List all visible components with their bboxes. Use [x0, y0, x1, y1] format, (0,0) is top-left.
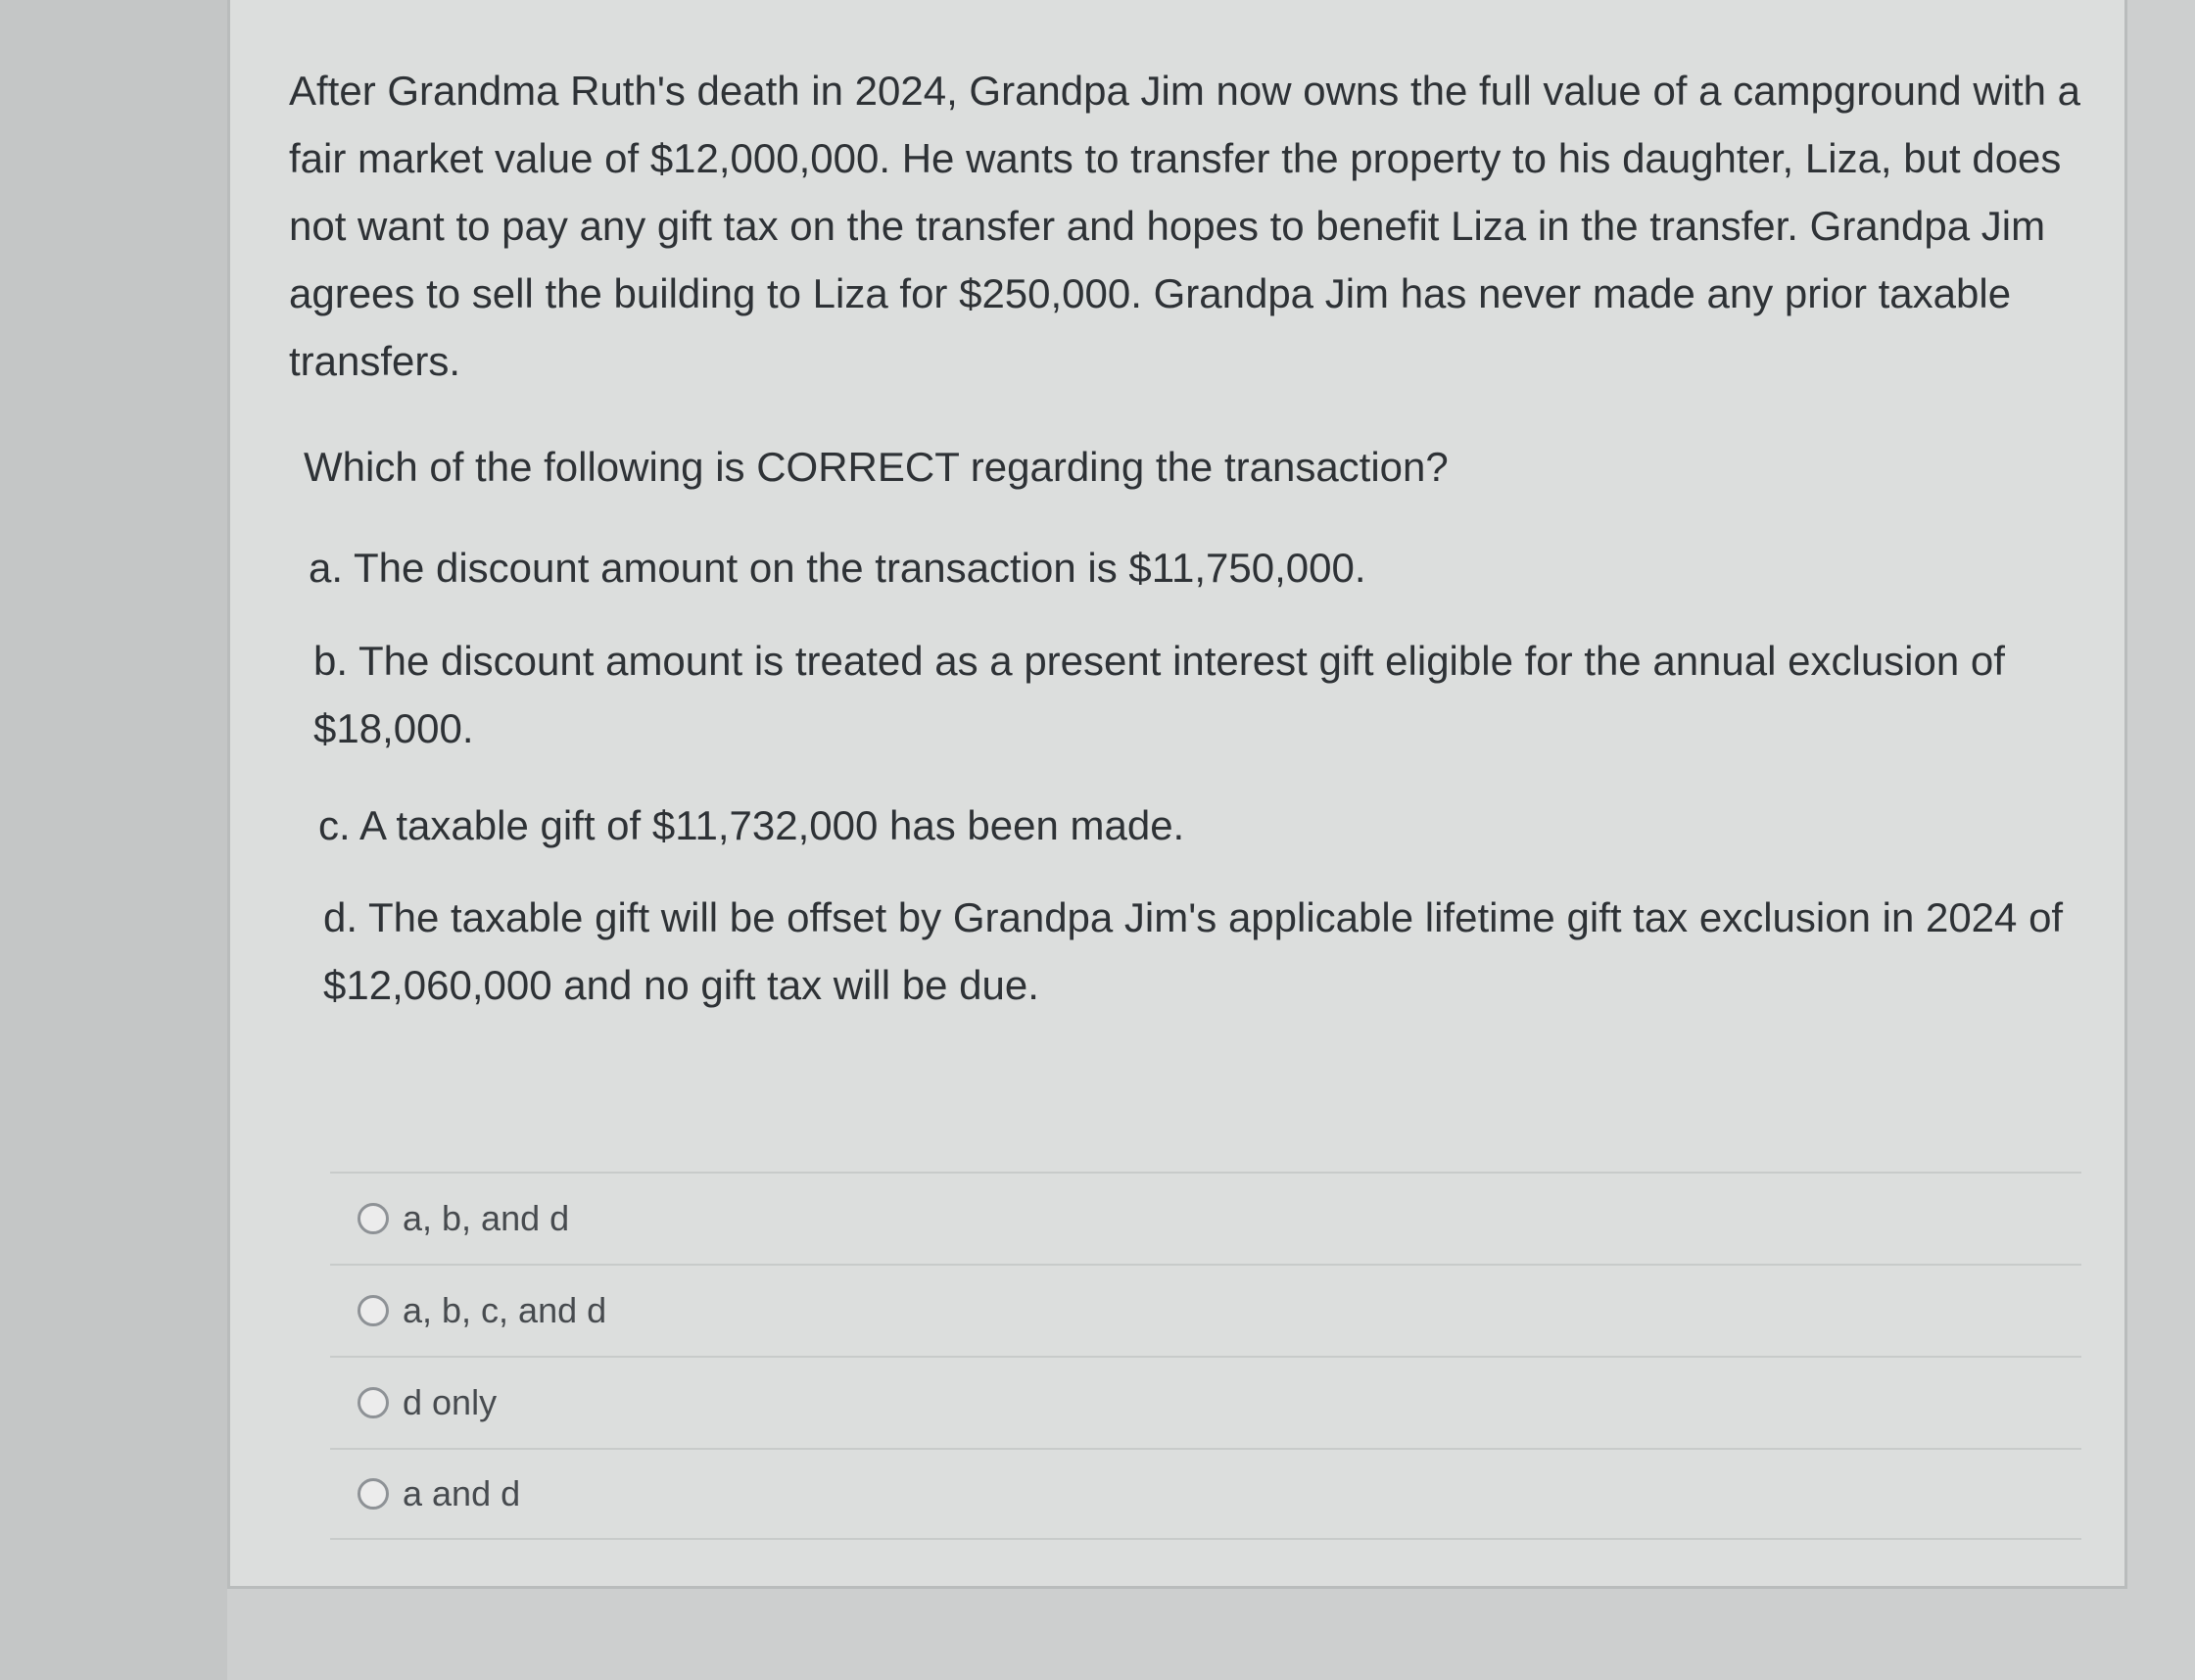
radio-button-icon[interactable] [358, 1203, 389, 1234]
radio-button-icon[interactable] [358, 1387, 389, 1418]
answer-option-label: a and d [403, 1473, 521, 1513]
answer-choices [330, 1172, 2081, 1540]
question-stem: After Grandma Ruth's death in 2024, Grandpa Jim now owns the full value of a campground with a fair market value of $12,000,000. He wants to transfer the property to his daughter, Liza, but does not want to pay any gift tax on the transfer and hopes to benefit Liza in the transfer. Grandpa Jim agrees to sell the building to Liza for $250,000. Grandpa Jim has never made any prior taxable transfers. [289, 68, 2081, 384]
question-prompt: Which of the following is CORRECT regarding the transaction? [304, 444, 1449, 490]
radio-button-icon[interactable] [358, 1295, 389, 1326]
page-background-left [0, 0, 227, 1680]
answer-option-3[interactable] [330, 1356, 2081, 1448]
statement-c: c. A taxable gift of $11,732,000 has been made. [318, 802, 1185, 848]
statement-b: b. The discount amount is treated as a present interest gift eligible for the annual exclusion of $18,000. [313, 638, 2005, 751]
question-card [227, 0, 2127, 1589]
statement-d: d. The taxable gift will be offset by Grandpa Jim's applicable lifetime gift tax exclusion in 2024 of $12,060,000 and no gift tax will be due. [323, 894, 2064, 1008]
answer-option-4[interactable] [330, 1448, 2081, 1540]
radio-button-icon[interactable] [358, 1478, 389, 1510]
answer-option-label: a, b, and d [403, 1198, 570, 1238]
answer-option-2[interactable] [330, 1264, 2081, 1356]
answer-option-label: a, b, c, and d [403, 1290, 607, 1330]
answer-option-label: d only [403, 1382, 498, 1422]
statement-a: a. The discount amount on the transaction is $11,750,000. [309, 545, 1366, 591]
answer-option-1[interactable] [330, 1172, 2081, 1264]
